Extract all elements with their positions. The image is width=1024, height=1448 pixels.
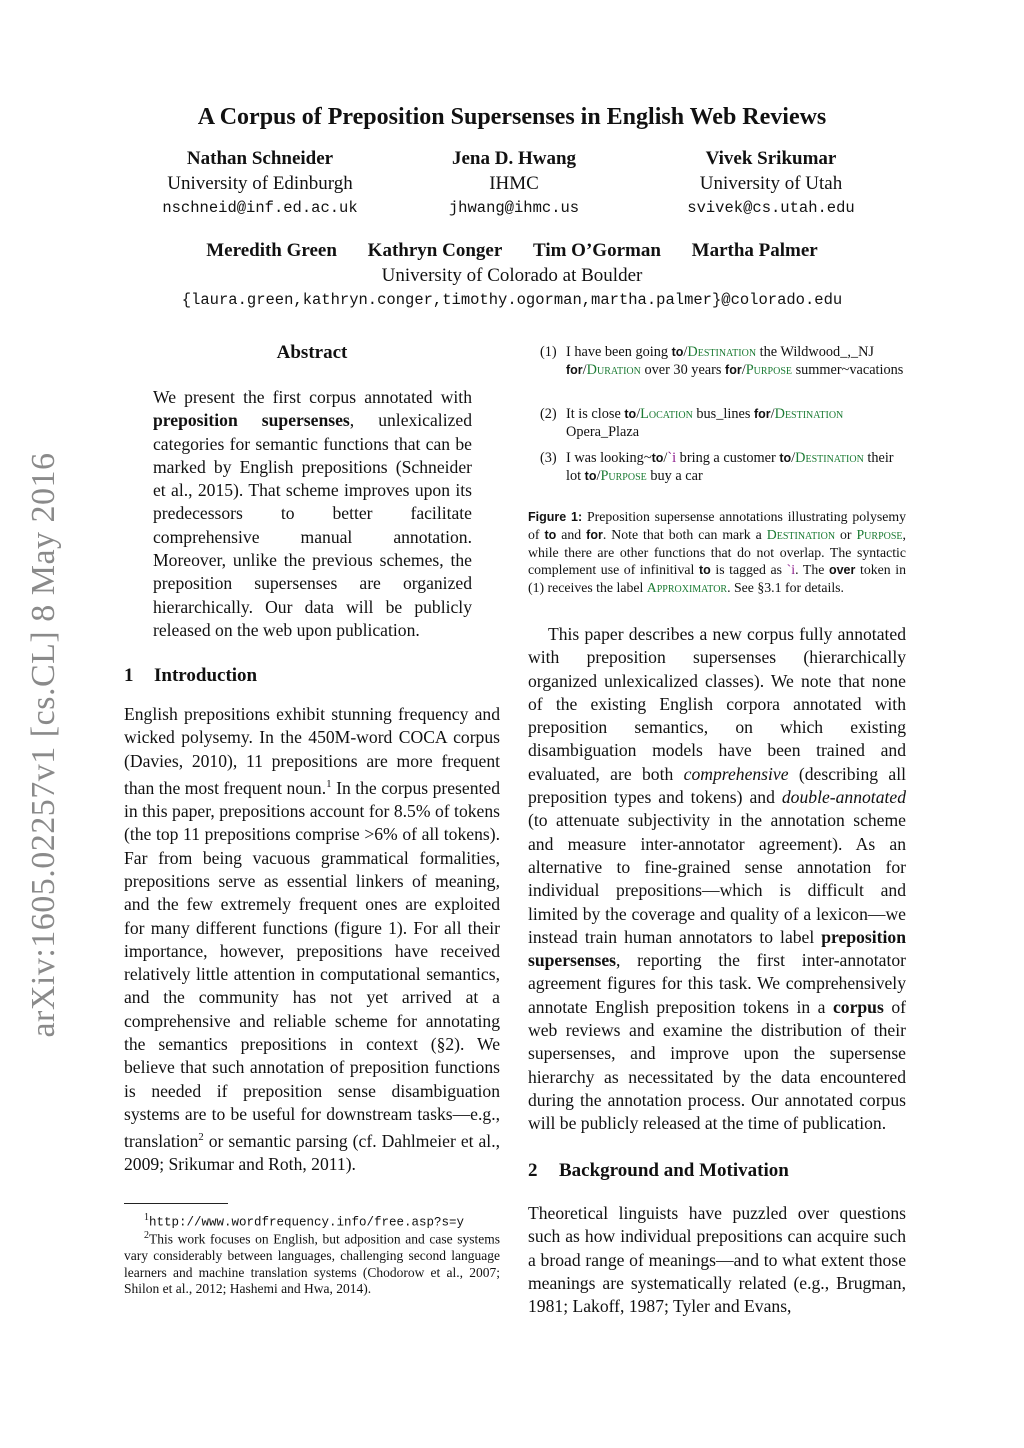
footnote-mark: 1 <box>326 777 332 790</box>
introduction-body: English prepositions exhibit stunning frequency and wicked polysemy. In the 450M-word COCA corpus (Davies, 2010), 11 prepositions are more frequent than the most frequent noun.$^1$ In the corpus presented in this paper, prepositions account for 8.5% of tokens (the top 11 prepositions comprise >6% of all tokens). Far from being vacuous grammatical formalities, prepositions serve as essential linkers of meaning, and the few extremely frequent ones are exploited for many different functions (figure 1). For all their importance, however, prepositions have received relatively little attention in computational semantics, and the community has not yet arrived at a comprehensive and reliable scheme for annotating the semantics prepositions in context (§2). We believe that such annotation of preposition functions is needed if preposition sense disambiguation systems are to be useful for downstream tasks—e.g., translation$^2$ or semantic parsing (cf. Dahlmeier et al., 2009; Srikumar and Roth, 2011). <box>124 704 501 1175</box>
author-name: Nathan Schneider <box>186 148 334 169</box>
author-name: Meredith Green <box>206 240 337 261</box>
author-name: Vivek Srikumar <box>705 148 837 169</box>
author-affiliation: University of Colorado at Boulder <box>381 265 643 286</box>
example-2: (2) It is close to/Location bus_lines for/Destination Opera_Plaza <box>540 406 844 440</box>
author-name: Kathryn Conger <box>367 240 503 261</box>
abstract-heading: Abstract <box>276 342 348 363</box>
abstract-body: We present the first corpus annotated with preposition supersenses, unlexicalized categories for semantic functions that can be marked by English prepositions (Schneider et al., 2015). That scheme improves upon its predecessors to better facilitate comprehensive manual annotation. Moreover, unlike the previous schemes, the preposition supersenses are organized hierarchically. Our data will be publicly released on the web upon publication. <box>153 387 472 640</box>
footnote-divider <box>124 1203 228 1204</box>
author-group-2 <box>0 238 1024 313</box>
author-name: Jena D. Hwang <box>451 148 577 169</box>
arxiv-sidebar-stamp <box>8 450 80 1040</box>
author-block-2 <box>384 146 644 221</box>
example-1: (1) I have been going to/Destination the Wildwood_,_NJ for/Duration over 30 years for/Purpose summer~vacations <box>540 344 904 378</box>
author-email: svivek@cs.utah.edu <box>687 199 855 217</box>
author-email: nschneid@inf.ed.ac.uk <box>162 199 358 217</box>
author-affiliation: IHMC <box>489 173 539 194</box>
section-heading-background: 2 Background and Motivation <box>528 1160 789 1181</box>
author-name: Tim O’Gorman <box>533 240 661 261</box>
right-column-paragraph: This paper describes a new corpus fully annotated with preposition supersenses (hierarchically organized unlexicalized classes). We note that none of the existing English corpora annotated with preposition semantics, on which existing disambiguation models have been trained and evaluated, are both comprehensive (describing all preposition types and tokens) and double-annotated (to attenuate subjectivity in the annotation scheme and measure inter-annotator agreement). As an alternative to fine-grained sense annotation for individual prepositions—which is difficult and limited by the coverage and quality of a lexicon—we instead train human annotators to label preposition supersenses, reporting the first inter-annotator agreement figures for this task. We comprehensively annotate English preposition tokens in a corpus of web reviews and examine the distribution of their supersenses, and improve upon the supersense hierarchy as necessitated by the data encountered during the annotation process. Our annotated corpus will be publicly released at the time of publication. <box>528 624 906 1134</box>
footnote-2: $^2$This work focuses on English, but adposition and case systems vary considerably between languages, challenging second language learners and machine translation systems (Chodorow et al., 2007; Shilon et al., 2012; Hashemi and Hwa, 2014). <box>124 1230 500 1296</box>
footnote-mark: 2 <box>198 1131 204 1144</box>
author-email: jhwang@ihmc.us <box>448 199 580 217</box>
author-affiliation: University of Utah <box>699 173 843 194</box>
example-3: (3) I was looking~to/`i bring a customer to/Destination their lot to/Purpose buy a car <box>540 450 894 484</box>
author-block-1 <box>130 146 390 221</box>
arxiv-identifier: arXiv:1605.02257v1 [cs.CL] 8 May 2016 <box>25 452 62 1038</box>
footnote-url[interactable]: http://www.wordfrequency.info/free.asp?s=y <box>149 1215 465 1230</box>
abstract-key-term: preposition supersenses <box>153 410 350 431</box>
section-heading-introduction: 1 Introduction <box>124 665 258 686</box>
figure-1-caption: Figure 1: Preposition supersense annotations illustrating polysemy of to and for. Note that both can mark a Destination or Purpose, while there are other functions that do not overlap. The syntactic complement use of infinitival to is tagged as `i. The over token in (1) receives the label Approximator. See §3.1 for details. <box>528 509 906 595</box>
background-body: Theoretical linguists have puzzled over questions such as how individual prepositions can acquire such a broad range of meanings—and to what extent those meanings are systematically related (e.g., Brugman, 1981; Lakoff, 1987; Tyler and Evans, <box>528 1203 906 1317</box>
author-names-row <box>0 238 1024 263</box>
author-name: Martha Palmer <box>691 240 818 261</box>
paper-title: A Corpus of Preposition Supersenses in English Web Reviews <box>197 104 827 130</box>
author-affiliation: University of Edinburgh <box>167 173 353 194</box>
author-block-3 <box>641 146 901 221</box>
footnote-1: $^1$http://www.wordfrequency.info/free.asp?s=y <box>144 1212 465 1230</box>
author-email: {laura.green,kathryn.conger,timothy.ogorman,martha.palmer}@colorado.edu <box>181 291 843 309</box>
